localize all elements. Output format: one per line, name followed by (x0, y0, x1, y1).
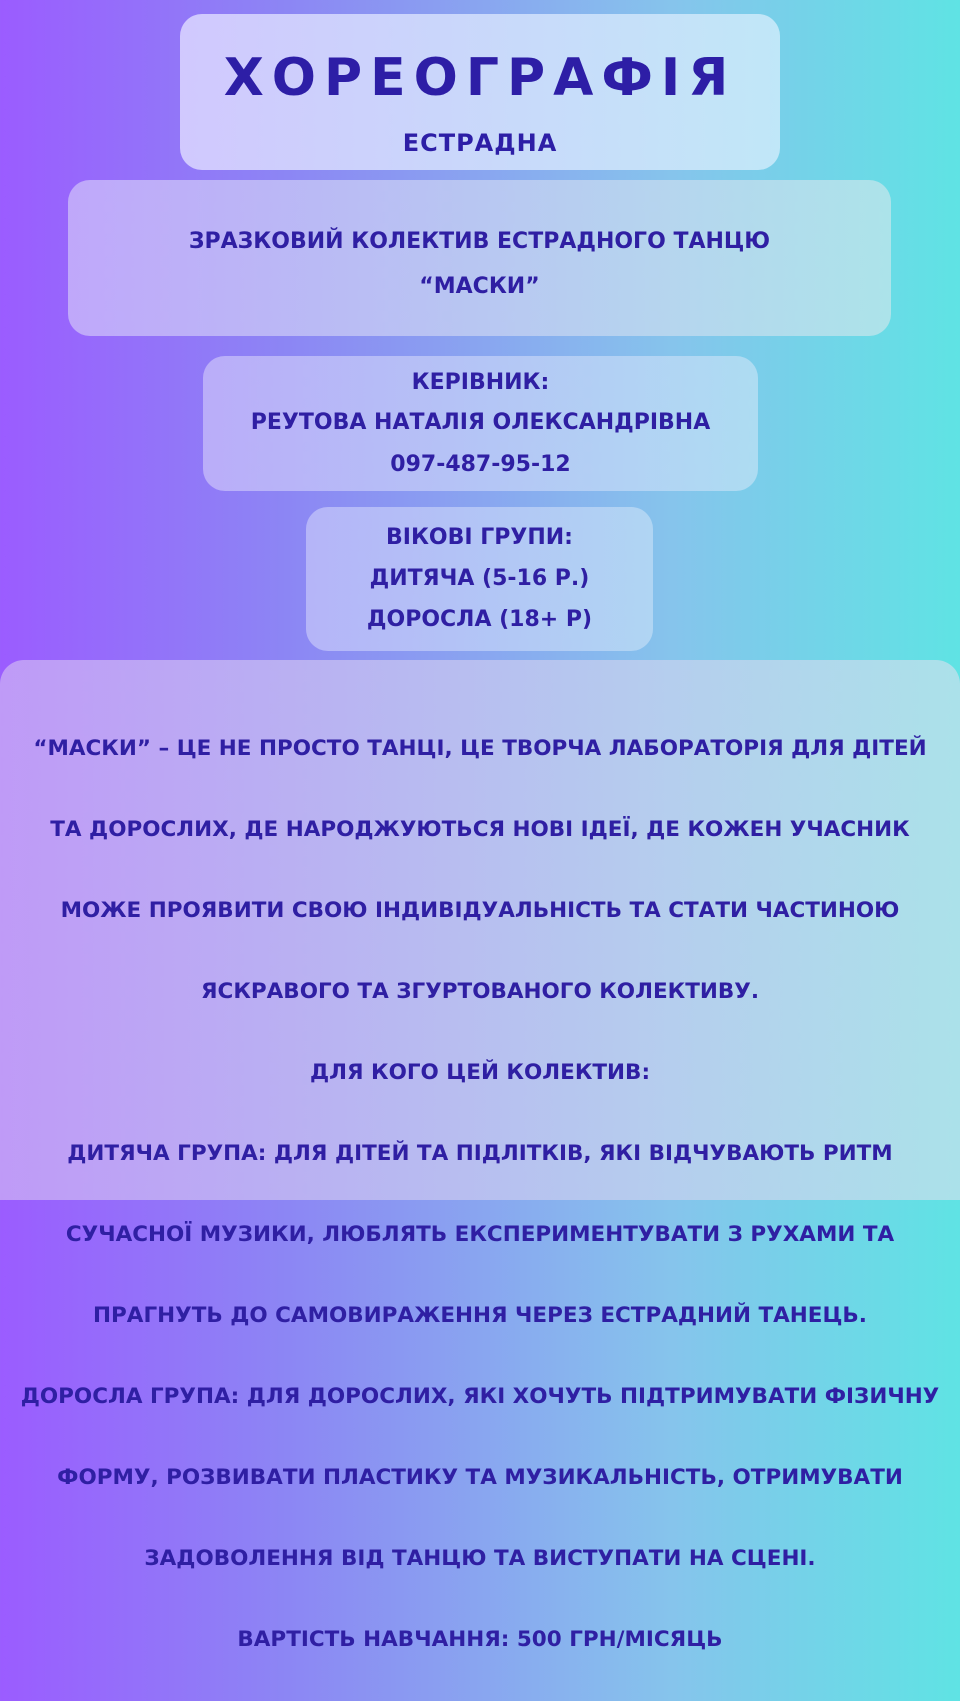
leader-phone: 097-487-95-12 (390, 452, 571, 477)
age-groups-card (306, 507, 653, 651)
description-line: “МАСКИ” – ЦЕ НЕ ПРОСТО ТАНЦІ, ЦЕ ТВОРЧА ЛАБОРАТОРІЯ ДЛЯ ДІТЕЙ (33, 735, 927, 761)
description-line: ЯСКРАВОГО ТА ЗГУРТОВАНОГО КОЛЕКТИВУ. (201, 978, 759, 1004)
description-line: ДОРОСЛА ГРУПА: ДЛЯ ДОРОСЛИХ, ЯКІ ХОЧУТЬ ПІДТРИМУВАТИ ФІЗИЧНУ (20, 1383, 940, 1409)
collective-name-line1: ЗРАЗКОВИЙ КОЛЕКТИВ ЕСТРАДНОГО ТАНЦЮ (188, 229, 771, 254)
collective-card (68, 180, 891, 336)
title-card (180, 14, 780, 170)
age-group-children: ДИТЯЧА (5-16 Р.) (369, 566, 590, 591)
description-line: ЗАДОВОЛЕННЯ ВІД ТАНЦЮ ТА ВИСТУПАТИ НА СЦЕНІ. (144, 1545, 816, 1571)
age-group-adults: ДОРОСЛА (18+ Р) (366, 607, 593, 632)
description-card (0, 660, 960, 1652)
page-title: ХОРЕОГРАФІЯ (223, 48, 737, 108)
description-text (20, 688, 940, 1701)
description-line: ПРАГНУТЬ ДО САМОВИРАЖЕННЯ ЧЕРЕЗ ЕСТРАДНИЙ ТАНЕЦЬ. (93, 1302, 867, 1328)
collective-name-line2: “МАСКИ” (419, 274, 540, 299)
description-line: СУЧАСНОЇ МУЗИКИ, ЛЮБЛЯТЬ ЕКСПЕРИМЕНТУВАТИ З РУХАМИ ТА (65, 1221, 895, 1247)
leader-label: КЕРІВНИК: (411, 370, 550, 395)
description-line: ТА ДОРОСЛИХ, ДЕ НАРОДЖУЮТЬСЯ НОВІ ІДЕЇ, ДЕ КОЖЕН УЧАСНИК (50, 816, 910, 842)
description-line: ДИТЯЧА ГРУПА: ДЛЯ ДІТЕЙ ТА ПІДЛІТКІВ, ЯКІ ВІДЧУВАЮТЬ РИТМ (67, 1140, 893, 1166)
description-line: МОЖЕ ПРОЯВИТИ СВОЮ ІНДИВІДУАЛЬНІСТЬ ТА СТАТИ ЧАСТИНОЮ (60, 897, 900, 923)
leader-card (203, 356, 758, 491)
description-line: ФОРМУ, РОЗВИВАТИ ПЛАСТИКУ ТА МУЗИКАЛЬНІСТЬ, ОТРИМУВАТИ (57, 1464, 903, 1490)
description-line: ДЛЯ КОГО ЦЕЙ КОЛЕКТИВ: (309, 1059, 651, 1085)
age-groups-label: ВІКОВІ ГРУПИ: (386, 525, 573, 550)
description-line: ВАРТІСТЬ НАВЧАННЯ: 500 ГРН/МІСЯЦЬ (237, 1626, 723, 1652)
page-subtitle: ЕСТРАДНА (402, 129, 558, 157)
leader-name: РЕУТОВА НАТАЛІЯ ОЛЕКСАНДРІВНА (250, 410, 711, 435)
